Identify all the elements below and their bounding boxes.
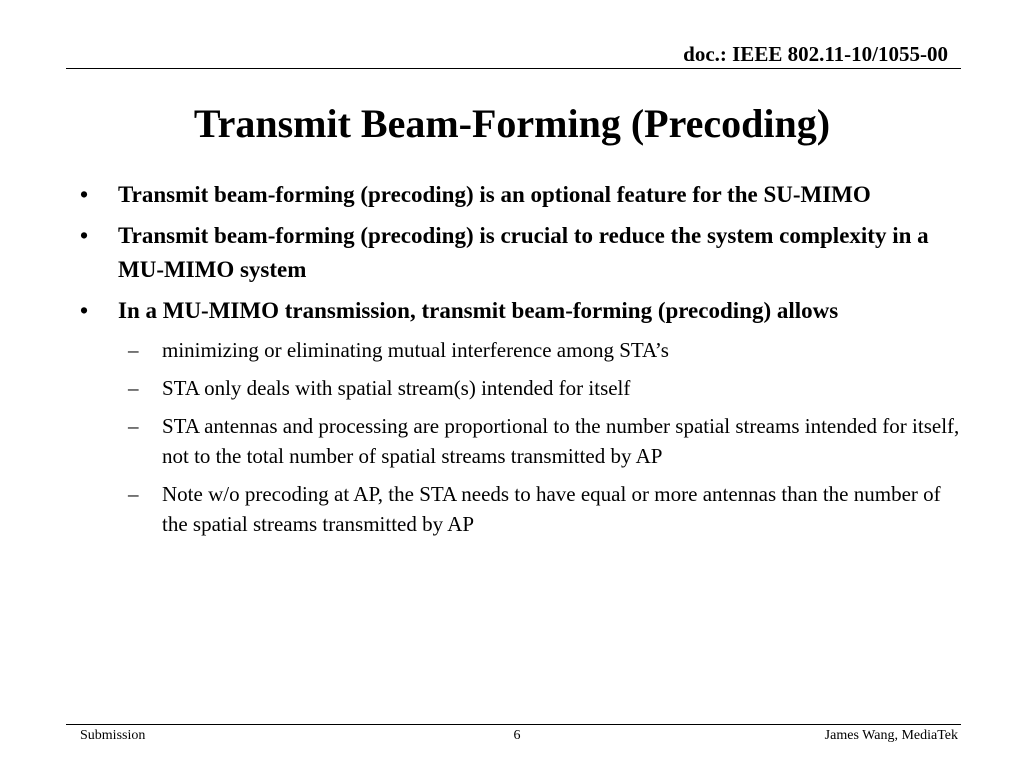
sub-bullet-item bbox=[80, 373, 960, 403]
sub-bullet-marker: – bbox=[128, 376, 139, 400]
sub-bullet-text: Note w/o precoding at AP, the STA needs to have equal or more antennas than the number of the spatial streams transmitted by AP bbox=[162, 482, 941, 536]
page-number: 6 bbox=[513, 728, 521, 743]
slide-title: Transmit Beam-Forming (Precoding) bbox=[193, 101, 831, 146]
footer-rule bbox=[66, 724, 961, 725]
sub-bullet-text: STA antennas and processing are proportional to the number spatial streams intended for itself, not to the total number of spatial streams transmitted by AP bbox=[162, 414, 960, 468]
sub-bullet-marker: – bbox=[128, 414, 139, 438]
bullet-marker: • bbox=[80, 223, 89, 248]
bullet-item bbox=[80, 294, 960, 328]
doc-id: doc.: IEEE 802.11-10/1055-00 bbox=[683, 42, 948, 66]
header-rule bbox=[66, 68, 961, 69]
sub-bullet-text: STA only deals with spatial stream(s) intended for itself bbox=[162, 376, 631, 400]
sub-bullet-marker: – bbox=[128, 482, 139, 506]
bullet-marker: • bbox=[80, 298, 89, 323]
footer-author: James Wang, MediaTek bbox=[824, 728, 958, 743]
sub-bullet-item bbox=[80, 411, 960, 471]
sub-bullet-item bbox=[80, 335, 960, 365]
bullet-text: Transmit beam-forming (precoding) is an optional feature for the SU-MIMO bbox=[118, 182, 871, 207]
sub-bullet-item bbox=[80, 479, 960, 539]
bullet-text: Transmit beam-forming (precoding) is crucial to reduce the system complexity in a MU-MIMO system bbox=[118, 223, 929, 282]
sub-bullet-marker: – bbox=[128, 338, 139, 362]
bullet-marker: • bbox=[80, 182, 89, 207]
bullet-list bbox=[80, 178, 960, 547]
bullet-item bbox=[80, 178, 960, 212]
sub-bullet-text: minimizing or eliminating mutual interference among STA’s bbox=[162, 338, 669, 362]
bullet-item bbox=[80, 219, 960, 287]
bullet-text: In a MU-MIMO transmission, transmit beam-forming (precoding) allows bbox=[118, 298, 839, 323]
footer-submission: Submission bbox=[80, 728, 146, 743]
